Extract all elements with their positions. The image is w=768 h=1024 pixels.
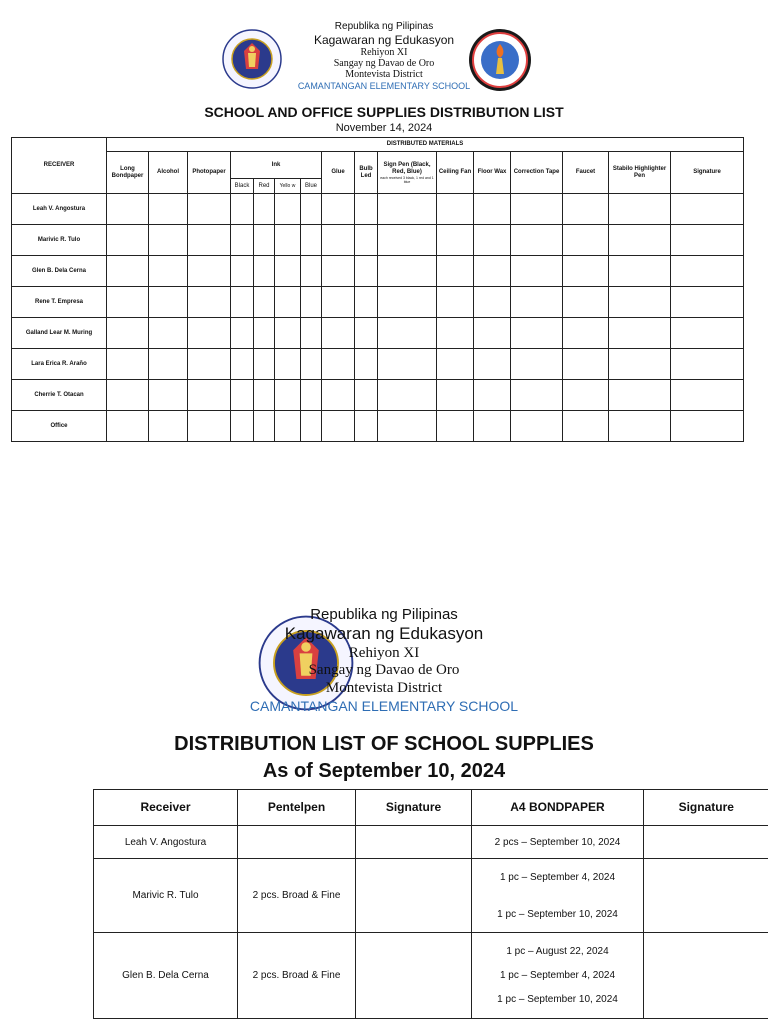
bondpaper-entry: 1 pc – August 22, 2024 <box>506 946 609 957</box>
blank-cell <box>149 411 188 442</box>
blank-cell <box>301 318 322 349</box>
blank-cell <box>474 194 511 225</box>
blank-cell <box>437 194 474 225</box>
blank-cell <box>378 318 437 349</box>
blank-cell <box>378 349 437 380</box>
division-label: Sangay ng Davao de Oro <box>333 58 435 69</box>
receiver-name: Marivic R. Tulo <box>94 859 238 933</box>
blank-cell <box>254 225 275 256</box>
blank-cell <box>511 349 563 380</box>
blank-cell <box>301 225 322 256</box>
col-faucet: Faucet <box>563 152 609 194</box>
distribution-row <box>94 859 768 933</box>
district-label: Montevista District <box>345 69 423 80</box>
blank-cell <box>301 256 322 287</box>
blank-cell <box>671 225 744 256</box>
blank-cell <box>355 411 378 442</box>
blank-cell <box>378 225 437 256</box>
district-label-2: Montevista District <box>325 680 443 696</box>
col-ink-black: Black <box>231 179 254 194</box>
blank-cell <box>188 318 231 349</box>
sign-pen-note: each received 3 black, 1 red and 1 blue <box>380 175 434 184</box>
signature-cell <box>356 826 472 859</box>
blank-cell <box>511 256 563 287</box>
blank-cell <box>609 380 671 411</box>
blank-cell <box>231 380 254 411</box>
blank-cell <box>107 225 149 256</box>
blank-cell <box>254 256 275 287</box>
blank-cell <box>563 194 609 225</box>
blank-cell <box>378 194 437 225</box>
distributed-materials-header: DISTRIBUTED MATERIALS <box>107 138 744 152</box>
blank-cell <box>355 225 378 256</box>
department-label: Kagawaran ng Edukasyon <box>313 33 455 47</box>
receiver-row <box>12 380 744 411</box>
blank-cell <box>355 287 378 318</box>
col-sign-pen <box>378 152 437 194</box>
blank-cell <box>671 380 744 411</box>
blank-cell <box>231 318 254 349</box>
blank-cell <box>188 287 231 318</box>
receiver-name: Galland Lear M. Muring <box>12 318 107 349</box>
blank-cell <box>254 287 275 318</box>
list2-date: As of September 10, 2024 <box>262 760 506 782</box>
region-label: Rehiyon XI <box>360 47 408 58</box>
blank-cell <box>322 225 355 256</box>
blank-cell <box>188 194 231 225</box>
receiver-row <box>12 318 744 349</box>
blank-cell <box>511 318 563 349</box>
signature-cell <box>356 859 472 933</box>
blank-cell <box>355 380 378 411</box>
receiver-name: Glen B. Dela Cerna <box>94 933 238 1019</box>
blank-cell <box>275 411 301 442</box>
blank-cell <box>511 380 563 411</box>
col-ink: Ink <box>231 152 322 179</box>
school-supplies-table <box>93 789 768 1019</box>
blank-cell <box>609 287 671 318</box>
blank-cell <box>355 194 378 225</box>
list1-date: November 14, 2024 <box>335 122 433 134</box>
blank-cell <box>563 318 609 349</box>
bondpaper-cell <box>472 859 644 933</box>
blank-cell <box>563 256 609 287</box>
blank-cell <box>301 349 322 380</box>
header-pentelpen: Pentelpen <box>238 790 356 826</box>
bondpaper-entry: 1 pc – September 10, 2024 <box>497 908 618 920</box>
blank-cell <box>474 318 511 349</box>
blank-cell <box>275 380 301 411</box>
header-signature-2: Signature <box>644 790 768 826</box>
blank-cell <box>437 225 474 256</box>
blank-cell <box>301 411 322 442</box>
blank-cell <box>254 318 275 349</box>
bondpaper-cell <box>472 933 644 1019</box>
blank-cell <box>275 225 301 256</box>
blank-cell <box>355 349 378 380</box>
blank-cell <box>609 194 671 225</box>
col-ceiling-fan: Ceiling Fan <box>437 152 474 194</box>
blank-cell <box>378 287 437 318</box>
blank-cell <box>275 194 301 225</box>
blank-cell <box>437 349 474 380</box>
col-ink-blue: Blue <box>301 179 322 194</box>
blank-cell <box>231 349 254 380</box>
blank-cell <box>355 256 378 287</box>
blank-cell <box>474 411 511 442</box>
distribution-row <box>94 826 768 859</box>
blank-cell <box>671 411 744 442</box>
blank-cell <box>254 194 275 225</box>
blank-cell <box>437 318 474 349</box>
blank-cell <box>671 287 744 318</box>
col-ink-yellow: Yello w <box>275 179 301 194</box>
blank-cell <box>322 287 355 318</box>
receiver-name: Leah V. Angostura <box>12 194 107 225</box>
blank-cell <box>563 287 609 318</box>
signature-cell <box>644 826 768 859</box>
list2-title: DISTRIBUTION LIST OF SCHOOL SUPPLIES <box>174 733 594 755</box>
blank-cell <box>511 287 563 318</box>
col-alcohol: Alcohol <box>149 152 188 194</box>
blank-cell <box>511 411 563 442</box>
blank-cell <box>254 380 275 411</box>
pentelpen-cell <box>238 826 356 859</box>
blank-cell <box>671 349 744 380</box>
blank-cell <box>437 256 474 287</box>
receiver-row <box>12 256 744 287</box>
blank-cell <box>301 194 322 225</box>
col-ink-red: Red <box>254 179 275 194</box>
receiver-name: Glen B. Dela Cerna <box>12 256 107 287</box>
receiver-row <box>12 411 744 442</box>
col-highlighter: Stabilo Highlighter Pen <box>609 152 671 194</box>
supplies-distribution-table <box>11 137 744 442</box>
list1-title: SCHOOL AND OFFICE SUPPLIES DISTRIBUTION LIST <box>204 104 564 120</box>
blank-cell <box>609 411 671 442</box>
blank-cell <box>378 411 437 442</box>
pentelpen-cell: 2 pcs. Broad & Fine <box>238 933 356 1019</box>
signature-cell <box>356 933 472 1019</box>
blank-cell <box>671 256 744 287</box>
blank-cell <box>322 380 355 411</box>
header-a4-bondpaper: A4 BONDPAPER <box>472 790 644 826</box>
distribution-row <box>94 933 768 1019</box>
bondpaper-entry: 1 pc – September 10, 2024 <box>497 994 618 1005</box>
republic-label-2: Republika ng Pilipinas <box>310 606 458 623</box>
col-correction-tape: Correction Tape <box>511 152 563 194</box>
blank-cell <box>107 287 149 318</box>
blank-cell <box>231 225 254 256</box>
blank-cell <box>474 380 511 411</box>
blank-cell <box>149 380 188 411</box>
receiver-name: Marivic R. Tulo <box>12 225 107 256</box>
col-glue: Glue <box>322 152 355 194</box>
blank-cell <box>378 380 437 411</box>
receiver-row <box>12 194 744 225</box>
blank-cell <box>107 256 149 287</box>
bondpaper-entry: 1 pc – September 4, 2024 <box>499 871 616 883</box>
blank-cell <box>107 411 149 442</box>
blank-cell <box>563 380 609 411</box>
division-label-2: Sangay ng Davao de Oro <box>308 662 460 678</box>
receiver-name: Office <box>12 411 107 442</box>
blank-cell <box>609 256 671 287</box>
blank-cell <box>609 318 671 349</box>
school-supplies-table-body <box>94 826 768 1019</box>
blank-cell <box>511 194 563 225</box>
blank-cell <box>474 349 511 380</box>
receiver-row <box>12 287 744 318</box>
blank-cell <box>107 349 149 380</box>
blank-cell <box>437 287 474 318</box>
blank-cell <box>149 194 188 225</box>
blank-cell <box>275 318 301 349</box>
blank-cell <box>609 225 671 256</box>
bondpaper-entry: 2 pcs – September 10, 2024 <box>494 836 621 848</box>
republic-label: Republika ng Pilipinas <box>334 21 434 32</box>
blank-cell <box>671 194 744 225</box>
blank-cell <box>355 318 378 349</box>
col-bulb: Bulb Led <box>355 152 378 194</box>
receiver-name: Leah V. Angostura <box>94 826 238 859</box>
blank-cell <box>474 225 511 256</box>
blank-cell <box>322 318 355 349</box>
blank-cell <box>511 225 563 256</box>
blank-cell <box>474 256 511 287</box>
blank-cell <box>149 318 188 349</box>
sign-pen-label: Sign Pen (Black, Red, Blue) <box>383 161 431 175</box>
school-name-label: CAMANTANGAN ELEMENTARY SCHOOL <box>297 81 471 91</box>
blank-cell <box>231 194 254 225</box>
col-floor-wax: Floor Wax <box>474 152 511 194</box>
blank-cell <box>188 380 231 411</box>
receiver-row <box>12 225 744 256</box>
blank-cell <box>254 411 275 442</box>
blank-cell <box>231 256 254 287</box>
department-label-2: Kagawaran ng Edukasyon <box>284 624 484 643</box>
blank-cell <box>149 349 188 380</box>
receiver-row <box>12 349 744 380</box>
bondpaper-entry: 1 pc – September 4, 2024 <box>499 970 616 981</box>
blank-cell <box>609 349 671 380</box>
blank-cell <box>563 411 609 442</box>
blank-cell <box>563 349 609 380</box>
col-signature: Signature <box>671 152 744 194</box>
blank-cell <box>322 411 355 442</box>
signature-cell <box>644 859 768 933</box>
blank-cell <box>149 256 188 287</box>
receiver-name: Rene T. Empresa <box>12 287 107 318</box>
blank-cell <box>149 225 188 256</box>
col-photopaper: Photopaper <box>188 152 231 194</box>
blank-cell <box>671 318 744 349</box>
blank-cell <box>254 349 275 380</box>
blank-cell <box>107 194 149 225</box>
blank-cell <box>437 411 474 442</box>
receiver-header: RECEIVER <box>12 138 107 194</box>
blank-cell <box>231 411 254 442</box>
blank-cell <box>188 225 231 256</box>
blank-cell <box>275 256 301 287</box>
blank-cell <box>188 256 231 287</box>
header-receiver: Receiver <box>94 790 238 826</box>
supplies-table-body <box>12 194 744 442</box>
blank-cell <box>301 287 322 318</box>
blank-cell <box>322 256 355 287</box>
receiver-name: Lara Erica R. Araño <box>12 349 107 380</box>
region-label-2: Rehiyon XI <box>348 645 420 661</box>
blank-cell <box>322 349 355 380</box>
blank-cell <box>301 380 322 411</box>
receiver-name: Cherrie T. Otacan <box>12 380 107 411</box>
blank-cell <box>275 287 301 318</box>
blank-cell <box>188 411 231 442</box>
blank-cell <box>188 349 231 380</box>
blank-cell <box>275 349 301 380</box>
signature-cell <box>644 933 768 1019</box>
blank-cell <box>474 287 511 318</box>
blank-cell <box>107 318 149 349</box>
col-long-bondpaper: Long Bondpaper <box>107 152 149 194</box>
header-signature-1: Signature <box>356 790 472 826</box>
blank-cell <box>563 225 609 256</box>
bondpaper-cell <box>472 826 644 859</box>
school-name-label-2: CAMANTANGAN ELEMENTARY SCHOOL <box>249 698 519 714</box>
blank-cell <box>231 287 254 318</box>
blank-cell <box>437 380 474 411</box>
blank-cell <box>378 256 437 287</box>
pentelpen-cell: 2 pcs. Broad & Fine <box>238 859 356 933</box>
blank-cell <box>107 380 149 411</box>
blank-cell <box>322 194 355 225</box>
blank-cell <box>149 287 188 318</box>
